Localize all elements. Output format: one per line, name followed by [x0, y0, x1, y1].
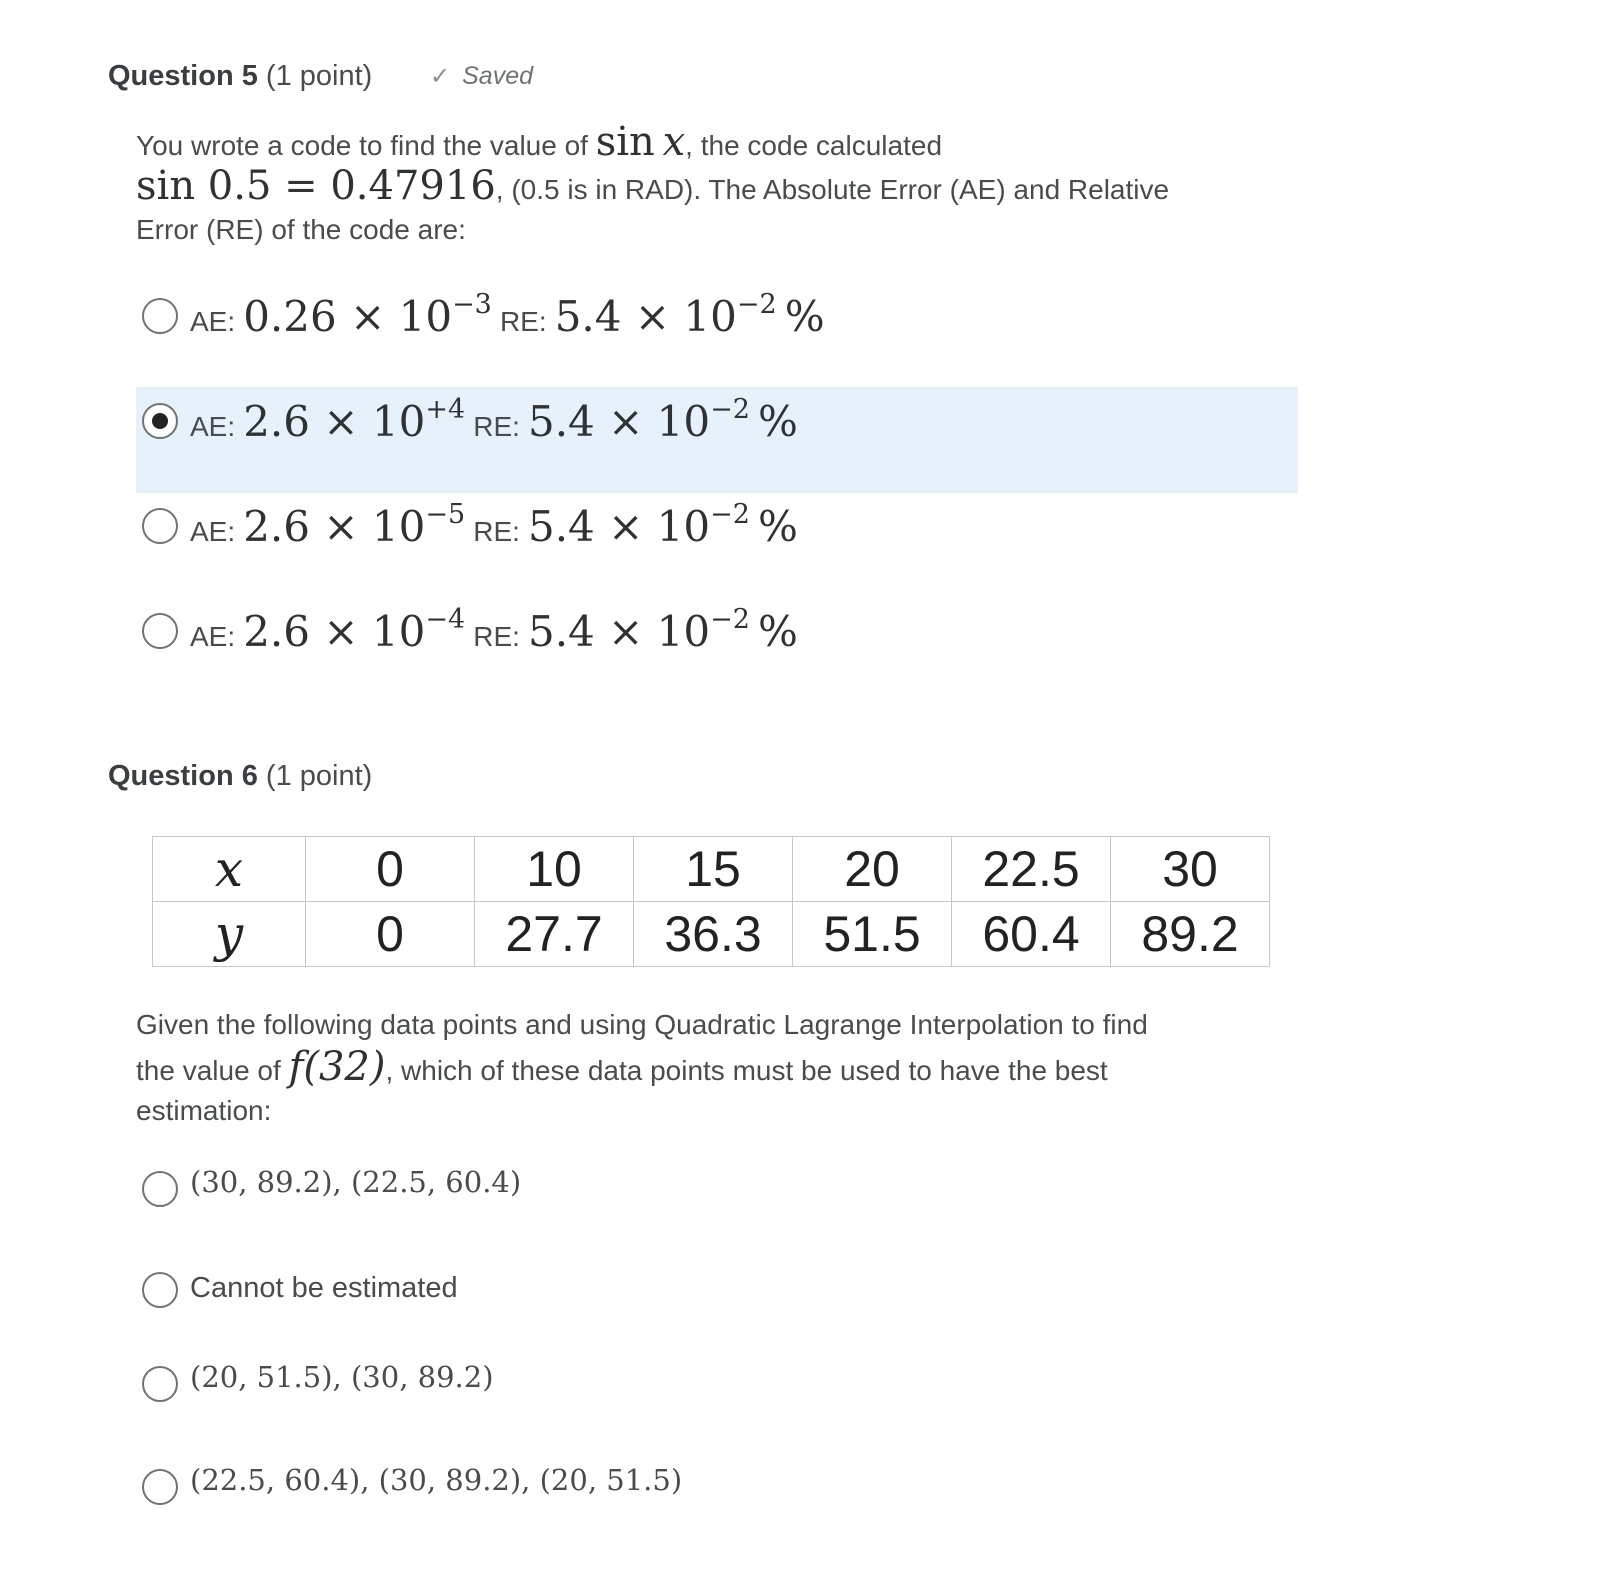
q5-title: Question 5 — [108, 60, 258, 92]
q6-option-1-label: (30, 89.2), (22.5, 60.4) — [190, 1165, 522, 1199]
q6-option-4[interactable] — [136, 1463, 1298, 1543]
radio-button[interactable] — [142, 613, 178, 649]
ae-mantissa: 0.26 × 10 — [243, 292, 453, 341]
table-cell: 36.3 — [634, 902, 793, 967]
re-exponent: −2 — [736, 289, 777, 320]
ae-exponent: +4 — [425, 394, 466, 425]
q6-prompt — [136, 1005, 1436, 1131]
q5-option-4-text — [190, 604, 798, 656]
x-header-cell: x — [153, 837, 306, 902]
re-mantissa: 5.4 × 10 — [527, 607, 711, 656]
radio-button[interactable] — [142, 508, 178, 544]
ae-label: AE: — [190, 411, 236, 442]
re-mantissa: 5.4 × 10 — [527, 502, 711, 551]
q5-option-1[interactable] — [136, 282, 1298, 388]
re-label: RE: — [473, 516, 520, 547]
q5-text-part: , (0.5 is in RAD). The Absolute Error (AE) and Relative — [495, 174, 1170, 205]
q5-math-result: sin 0.5 = 0.47916 — [136, 163, 496, 209]
re-label: RE: — [499, 306, 547, 337]
q6-prompt-line1: Given the following data points and using Quadratic Lagrange Interpolation to find — [136, 1009, 1148, 1040]
radio-button[interactable] — [142, 1366, 178, 1402]
q6-text-part: the value of — [136, 1055, 281, 1086]
re-percent: % — [784, 292, 825, 341]
q5-option-4[interactable] — [136, 597, 1298, 703]
q5-prompt-line3: Error (RE) of the code are: — [136, 214, 466, 245]
q6-math-fn: f(32) — [288, 1044, 386, 1090]
table-cell: 60.4 — [952, 902, 1111, 967]
q5-option-3-text — [190, 499, 798, 551]
q6-title: Question 6 — [108, 760, 258, 792]
ae-exponent: −3 — [452, 289, 492, 320]
radio-button-selected[interactable] — [142, 403, 178, 439]
radio-button[interactable] — [142, 1469, 178, 1505]
table-cell: 30 — [1111, 837, 1270, 902]
ae-mantissa: 2.6 × 10 — [243, 607, 426, 656]
re-percent: % — [757, 607, 798, 656]
q5-prompt — [136, 119, 1336, 250]
q5-points: (1 point) — [265, 60, 373, 92]
q6-option-3-label: (20, 51.5), (30, 89.2) — [190, 1360, 494, 1394]
re-exponent: −2 — [710, 394, 750, 425]
table-cell: 22.5 — [952, 837, 1111, 902]
re-percent: % — [757, 397, 798, 446]
radio-button[interactable] — [142, 1171, 178, 1207]
re-percent: % — [757, 502, 798, 551]
ae-mantissa: 2.6 × 10 — [243, 502, 426, 551]
q6-header — [108, 760, 372, 793]
q6-data-table — [152, 836, 1270, 967]
table-row-x — [153, 837, 1270, 902]
q5-option-1-text — [190, 289, 825, 341]
table-cell: 15 — [634, 837, 793, 902]
q5-text-part: , the code calculated — [685, 130, 943, 161]
q5-option-2[interactable] — [136, 387, 1298, 493]
q6-option-1[interactable] — [136, 1165, 1298, 1245]
y-header-cell: y — [153, 902, 306, 967]
q6-option-2-label: Cannot be estimated — [190, 1272, 458, 1304]
table-cell: 27.7 — [475, 902, 634, 967]
radio-button[interactable] — [142, 298, 178, 334]
table-cell: 0 — [306, 837, 475, 902]
q5-math-sin: sin — [595, 119, 655, 165]
ae-exponent: −5 — [425, 499, 466, 530]
ae-exponent: −4 — [425, 604, 466, 635]
ae-label: AE: — [190, 516, 236, 547]
re-mantissa: 5.4 × 10 — [554, 292, 737, 341]
table-cell: 89.2 — [1111, 902, 1270, 967]
table-cell: 10 — [475, 837, 634, 902]
q5-option-3[interactable] — [136, 492, 1298, 598]
table-cell: 20 — [793, 837, 952, 902]
ae-label: AE: — [190, 306, 236, 337]
re-label: RE: — [473, 621, 520, 652]
radio-button[interactable] — [142, 1272, 178, 1308]
q5-text-part: You wrote a code to find the value of — [136, 130, 588, 161]
ae-label: AE: — [190, 621, 236, 652]
re-exponent: −2 — [710, 499, 750, 530]
table-row-y — [153, 902, 1270, 967]
saved-label: Saved — [462, 62, 533, 90]
q5-header — [108, 60, 372, 93]
saved-status — [430, 62, 533, 91]
check-icon: ✓ — [430, 63, 451, 90]
q5-option-2-text — [190, 394, 798, 446]
re-label: RE: — [473, 411, 520, 442]
q5-prompt-line1 — [136, 119, 1336, 166]
q6-option-4-label: (22.5, 60.4), (30, 89.2), (20, 51.5) — [190, 1463, 683, 1497]
table-cell: 0 — [306, 902, 475, 967]
q6-points: (1 point) — [265, 760, 373, 792]
q6-text-part: , which of these data points must be used to have the best — [385, 1055, 1108, 1086]
q5-math-x: x — [662, 119, 686, 165]
q6-option-2[interactable] — [136, 1268, 1298, 1338]
q6-prompt-line3: estimation: — [136, 1095, 272, 1126]
q6-prompt-line2 — [136, 1044, 1436, 1091]
re-exponent: −2 — [710, 604, 750, 635]
q5-prompt-line2 — [136, 163, 1336, 210]
ae-mantissa: 2.6 × 10 — [243, 397, 426, 446]
q6-option-3[interactable] — [136, 1360, 1298, 1440]
re-mantissa: 5.4 × 10 — [527, 397, 711, 446]
table-cell: 51.5 — [793, 902, 952, 967]
